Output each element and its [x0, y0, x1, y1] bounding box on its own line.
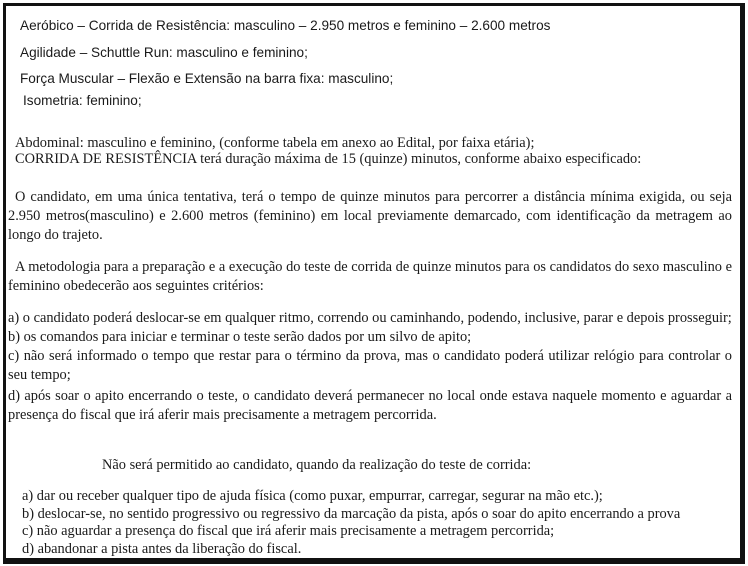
- prohibited-item-c: c) não aguardar a presença do fiscal que irá aferir mais precisamente a metragem percorrida;: [22, 523, 555, 539]
- criteria-item-a: a) o candidato poderá deslocar-se em qualquer ritmo, correndo ou caminhando, podendo, inclusive, parar e depois prosseguir;: [8, 310, 732, 326]
- corrida-line: CORRIDA DE RESISTÊNCIA terá duração máxima de 15 (quinze) minutos, conforme abaixo especificado:: [15, 151, 642, 167]
- criteria-item-c: c) não será informado o tempo que restar para o término da prova, mas o candidato poderá utilizar relógio para controlar o seu tempo;: [8, 348, 732, 383]
- paragraph-tempo: O candidato, em uma única tentativa, terá o tempo de quinze minutos para percorrer a distância mínima exigida, ou seja 2.950 metros(masculino) e 2.600 metros (feminino) em local previamente demarcado, com identificação da metragem ao longo do trajeto.: [8, 189, 732, 243]
- criteria-item-d: d) após soar o apito encerrando o teste, o candidato deverá permanecer no local onde estava naquele momento e aguardar a presença do fiscal que irá aferir mais precisamente a metragem percorrida.: [8, 388, 732, 423]
- paragraph-metodologia: A metodologia para a preparação e a execução do teste de corrida de quinze minutos para os candidatos do sexo masculino e feminino obedecerão aos seguintes critérios:: [8, 259, 732, 294]
- prohibited-item-d: d) abandonar a pista antes da liberação do fiscal.: [22, 540, 302, 557]
- list-item-forca: Força Muscular – Flexão e Extensão na barra fixa: masculino;: [20, 71, 394, 86]
- prohibited-item-a: a) dar ou receber qualquer tipo de ajuda física (como puxar, empurrar, carregar, segurar na mão etc.);: [22, 488, 603, 504]
- criteria-item-b: b) os comandos para iniciar e terminar o teste serão dados por um silvo de apito;: [8, 329, 472, 345]
- abdominal-line: Abdominal: masculino e feminino, (conforme tabela em anexo ao Edital, por faixa etária);: [15, 135, 535, 151]
- prohibited-title: Não será permitido ao candidato, quando da realização do teste de corrida:: [102, 457, 532, 473]
- prohibited-list: [22, 488, 734, 558]
- list-item-aerobico: Aeróbico – Corrida de Resistência: masculino – 2.950 metros e feminino – 2.600 metros: [20, 18, 551, 33]
- list-item-isometria: Isometria: feminino;: [23, 93, 142, 108]
- list-item-agilidade: Agilidade – Schuttle Run: masculino e feminino;: [20, 45, 308, 60]
- criteria-list: [8, 309, 732, 425]
- prohibited-item-b: b) deslocar-se, no sentido progressivo ou regressivo da marcação da pista, após o soar do apito encerrando a prova: [22, 505, 681, 522]
